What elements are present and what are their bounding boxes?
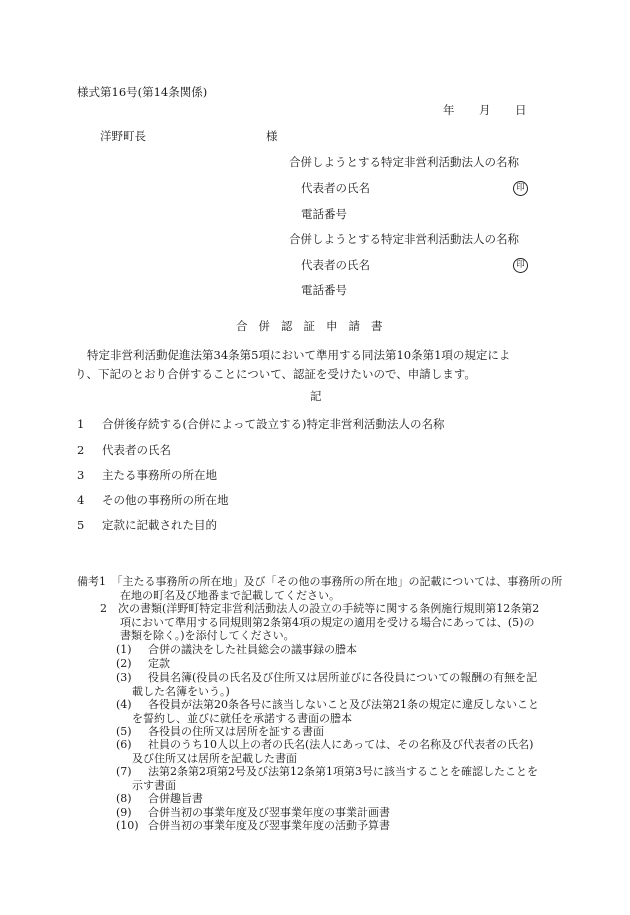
attachment-text: 役員名簿(役員の氏名及び住所又は居所並びに各役員についての報酬の有無を記載した名簿をいう。) bbox=[132, 671, 538, 698]
attachment-number: (6) bbox=[116, 738, 132, 751]
note-1-text: 「主たる事務所の所在地」及び「その他の事務所の所在地」の記載については、事務所の所在地の町名及び地番まで記載してください。 bbox=[117, 575, 563, 602]
attachment-number: (4) bbox=[116, 698, 132, 711]
attachment-text: 各役員が法第20条各号に該当しないこと及び法第21条の規定に違反しないことを誓約し、並びに就任を承諾する書面の謄本 bbox=[132, 698, 539, 725]
applicant-rep-label: 代表者の氏名 bbox=[301, 181, 370, 195]
item-number: 1 bbox=[77, 417, 85, 431]
attachment-item bbox=[116, 738, 539, 765]
attachment-number: (10) bbox=[116, 819, 139, 832]
addressee-name: 洋野町長 bbox=[100, 129, 146, 143]
attachment-number: (2) bbox=[116, 657, 132, 670]
attachment-item bbox=[116, 765, 539, 792]
attachment-text: 合併当初の事業年度及び翌事業年度の活動予算書 bbox=[148, 819, 390, 832]
applicant-org-label: 合併しようとする特定非営利活動法人の名称 bbox=[289, 232, 519, 246]
item-number: 3 bbox=[77, 468, 85, 482]
attachment-item bbox=[116, 698, 539, 725]
list-item bbox=[77, 494, 229, 508]
attachment-text: 合併の議決をした社員総会の議事録の謄本 bbox=[148, 643, 357, 656]
list-item bbox=[77, 469, 217, 483]
item-number: 2 bbox=[77, 443, 85, 457]
date-month: 月 bbox=[479, 103, 491, 117]
form-label: 様式第16号(第14条関係) bbox=[77, 85, 208, 99]
applicant-phone-label: 電話番号 bbox=[301, 207, 347, 221]
item-text: 主たる事務所の所在地 bbox=[102, 468, 217, 482]
attachment-item bbox=[116, 792, 539, 806]
attachment-item bbox=[116, 725, 539, 739]
body-paragraph bbox=[75, 346, 530, 384]
attachment-number: (8) bbox=[116, 792, 132, 805]
attachment-number: (9) bbox=[116, 806, 132, 819]
seal-mark: 印 bbox=[513, 181, 528, 196]
note-2-text: 次の書類(洋野町特定非営利活動法人の設立の手続等に関する条例施行規則第12条第2項において準用する同規則第2条第4項の規定の適用を受ける場合にあっては、(5)の書類を除く。)を添付してください。 bbox=[118, 602, 540, 642]
attachment-text: 法第2条第2項第2号及び法第12条第1項第3号に該当することを確認したことを示す書面 bbox=[132, 765, 538, 792]
attachment-item bbox=[116, 671, 539, 698]
attachment-number: (5) bbox=[116, 725, 132, 738]
attachment-number: (1) bbox=[116, 643, 132, 656]
attachment-item bbox=[116, 657, 539, 671]
body-text: 特定非営利活動促進法第34条第5項において準用する同法第10条第1項の規定により、下記のとおり合併することについて、認証を受けたいので、申請します。 bbox=[75, 348, 511, 381]
item-text: 定款に記載された目的 bbox=[102, 518, 217, 532]
item-text: その他の事務所の所在地 bbox=[102, 493, 229, 507]
attachment-text: 各役員の住所又は居所を証する書面 bbox=[148, 725, 324, 738]
attachment-text: 合併趣旨書 bbox=[148, 792, 203, 805]
attachment-text: 社員のうち10人以上の者の氏名(法人にあっては、その名称及び代表者の氏名)及び住所又は居所を記載した書面 bbox=[132, 738, 534, 765]
attachment-item bbox=[116, 806, 539, 820]
applicant-phone-label: 電話番号 bbox=[301, 283, 347, 297]
attachment-number: (7) bbox=[116, 765, 132, 778]
applicant-org-label: 合併しようとする特定非営利活動法人の名称 bbox=[289, 155, 519, 169]
addressee-honorific: 様 bbox=[266, 129, 278, 143]
note-2 bbox=[100, 602, 543, 643]
list-item bbox=[77, 418, 444, 432]
attachment-item bbox=[116, 819, 539, 833]
attachment-text: 合併当初の事業年度及び翌事業年度の事業計画書 bbox=[148, 806, 390, 819]
document-title: 合併認証申請書 bbox=[236, 319, 394, 333]
date-year: 年 bbox=[443, 103, 455, 117]
note-1 bbox=[77, 575, 566, 602]
item-number: 4 bbox=[77, 493, 85, 507]
attachment-number: (3) bbox=[116, 671, 132, 684]
ki-label: 記 bbox=[310, 389, 322, 403]
list-item bbox=[77, 444, 171, 458]
note-2-number: 2 bbox=[100, 602, 107, 615]
item-number: 5 bbox=[77, 518, 85, 532]
attachment-item bbox=[116, 643, 539, 657]
notes-heading: 備考1 bbox=[77, 575, 106, 588]
item-text: 代表者の氏名 bbox=[102, 443, 171, 457]
attachment-text: 定款 bbox=[148, 657, 170, 670]
seal-mark: 印 bbox=[513, 258, 528, 273]
date-day: 日 bbox=[515, 103, 527, 117]
list-item bbox=[77, 519, 217, 533]
applicant-rep-label: 代表者の氏名 bbox=[301, 258, 370, 272]
item-text: 合併後存続する(合併によって設立する)特定非営利活動法人の名称 bbox=[102, 417, 445, 431]
